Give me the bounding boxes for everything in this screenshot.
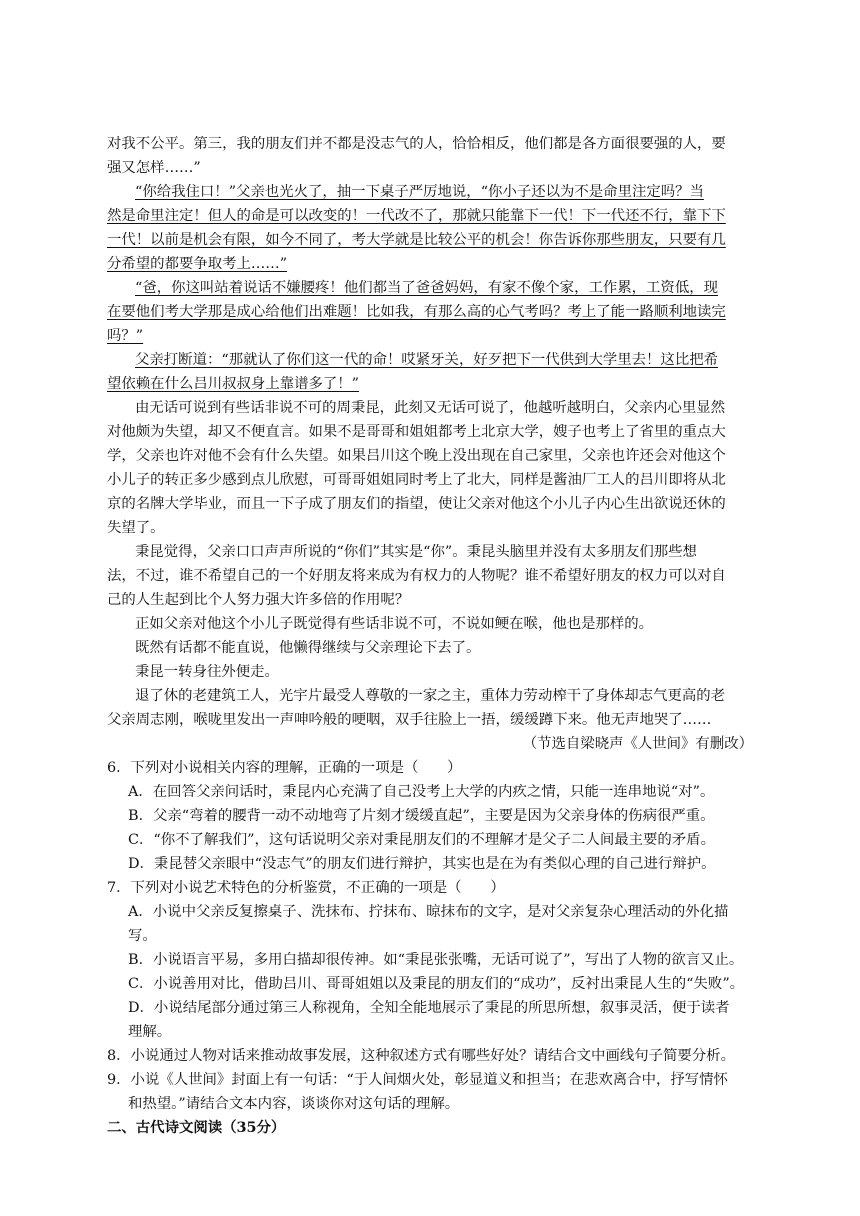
question-6-option-c: C．“你不了解我们”，这句话说明父亲对秉昆朋友们的不理解才是父子二人间最主要的矛盾。	[128, 832, 715, 848]
underlined-line: 父亲打断道：“那就认了你们这一代的命！哎紧牙关，好歹把下一代供到大学里去！这比把希	[135, 352, 718, 368]
underlined-line: 望依赖在什么吕川叔叔身上靠谱多了！”	[107, 376, 359, 392]
story-line: 既然有话都不能直说，他懒得继续与父亲理论下去了。	[135, 640, 481, 656]
story-line: 学，父亲也许对他不会有什么失望。如果吕川这个晚上没出现在自己家里，父亲也许还会对他这个	[107, 448, 726, 464]
question-8: 8．小说通过人物对话来推动故事发展，这种叙述方式有哪些好处？请结合文中画线句子简要分析。	[107, 1048, 735, 1064]
story-line: 法，不过，谁不希望自己的一个好朋友将来成为有权力的人物呢？谁不希望好朋友的权力可以对自	[107, 568, 726, 584]
story-line: 京的名牌大学毕业，而且一下子成了朋友们的指望，使让父亲对他这个小儿子内心生出欲说还休的	[107, 496, 726, 512]
question-7-stem: 7．下列对小说艺术特色的分析鉴赏，不正确的一项是（ ）	[107, 880, 505, 896]
underlined-line: 分希望的都要争取考上……”	[107, 256, 288, 272]
story-line: 强又怎样……”	[107, 160, 201, 176]
story-line: 秉昆一转身往外便走。	[135, 664, 279, 680]
story-line: 退了休的老建筑工人，光宇片最受人尊敬的一家之主，重体力劳动榨干了身体却志气更高的老	[135, 688, 726, 704]
section-heading: 二、古代诗文阅读（35分）	[107, 1119, 286, 1136]
story-line: 己的人生起到比个人努力强大许多倍的作用呢？	[107, 592, 410, 608]
source-citation: （节选自梁晓声《人世间》有删改）	[522, 736, 753, 752]
story-line: 正如父亲对他这个小儿子既觉得有些话非说不可，不说如鲠在喉，他也是那样的。	[135, 616, 654, 632]
underlined-line: 在要他们考大学那是成心给他们出难题！比如我，有那么高的心气考吗？考上了能一路顺利地读完	[107, 304, 726, 320]
underlined-line: “爸，你这叫站着说话不嫌腰疼！他们都当了爸爸妈妈，有家不像个家，工作累，工资低，现	[135, 280, 718, 296]
question-6-option-d: D．秉昆替父亲眼中“没志气”的朋友们进行辩护，其实也是在为有类似心理的自己进行辩护。	[128, 856, 716, 872]
question-7-option-a: A．小说中父亲反复擦桌子、洗抹布、拧抹布、晾抹布的文字，是对父亲复杂心理活动的外化描	[128, 904, 729, 920]
story-line: 由无话可说到有些话非说不可的周秉昆，此刻又无话可说了，他越听越明白，父亲内心里显然	[135, 400, 726, 416]
question-9-cont: 和热望。”请结合文本内容，谈谈你对这句话的理解。	[128, 1096, 460, 1112]
underlined-line: 吗？”	[107, 328, 144, 344]
question-6-option-b: B．父亲“弯着的腰背一动不动地弯了片刻才缓缓直起”，主要是因为父亲身体的伤病很严重。	[128, 808, 715, 824]
story-line: 秉昆觉得，父亲口口声声所说的“你们”其实是“你”。秉昆头脑里并没有太多朋友们那些想	[135, 544, 697, 560]
underlined-line: 然是命里注定！但人的命是可以改变的！一代改不了，那就只能靠下一代！下一代还不行，靠下下	[107, 208, 726, 224]
story-line: 小儿子的转正多少感到点儿欣慰，可哥哥姐姐同时考上了北大，同样是酱油厂工人的吕川即将从北	[107, 472, 726, 488]
story-line: 对我不公平。第三，我的朋友们并不都是没志气的人，恰恰相反，他们都是各方面很要强的人，要	[107, 136, 726, 152]
question-7-option-a-cont: 写。	[128, 928, 157, 944]
underlined-line: 一代！以前是机会有限，如今不同了，考大学就是比较公平的机会！你告诉你那些朋友，只要有几	[107, 232, 726, 248]
question-6-stem: 6．下列对小说相关内容的理解，正确的一项是（ ）	[107, 760, 462, 776]
question-7-option-d: D．小说结尾部分通过第三人称视角，全知全能地展示了秉昆的所思所想，叙事灵活，便于读者	[128, 1000, 730, 1016]
question-7-option-c: C．小说善用对比，借助吕川、哥哥姐姐以及秉昆的朋友们的“成功”，反衬出秉昆人生的“失败”。	[128, 976, 745, 992]
question-7-option-d-cont: 理解。	[128, 1024, 172, 1040]
question-6-option-a: A．在回答父亲问话时，秉昆内心充满了自己没考上大学的内疚之情，只能一连串地说“对”。	[128, 784, 715, 800]
question-7-option-b: B．小说语言平易，多用白描却很传神。如“秉昆张张嘴，无话可说了”，写出了人物的欲言又止。	[128, 952, 744, 968]
story-line: 父亲周志刚，喉咙里发出一声呻吟般的哽咽，双手往脸上一捂，缓缓蹲下来。他无声地哭了……	[107, 712, 712, 728]
story-line: 失望了。	[107, 520, 165, 536]
underlined-line: “你给我住口！”父亲也光火了，抽一下桌子严厉地说，“你小子还以为不是命里注定吗？当	[135, 184, 704, 200]
question-9: 9．小说《人世间》封面上有一句话：“于人间烟火处，彰显道义和担当；在悲欢离合中，抒写情怀	[107, 1072, 728, 1088]
story-line: 对他颇为失望，却又不便直言。如果不是哥哥和姐姐都考上北京大学，嫂子也考上了省里的重点大	[107, 424, 726, 440]
